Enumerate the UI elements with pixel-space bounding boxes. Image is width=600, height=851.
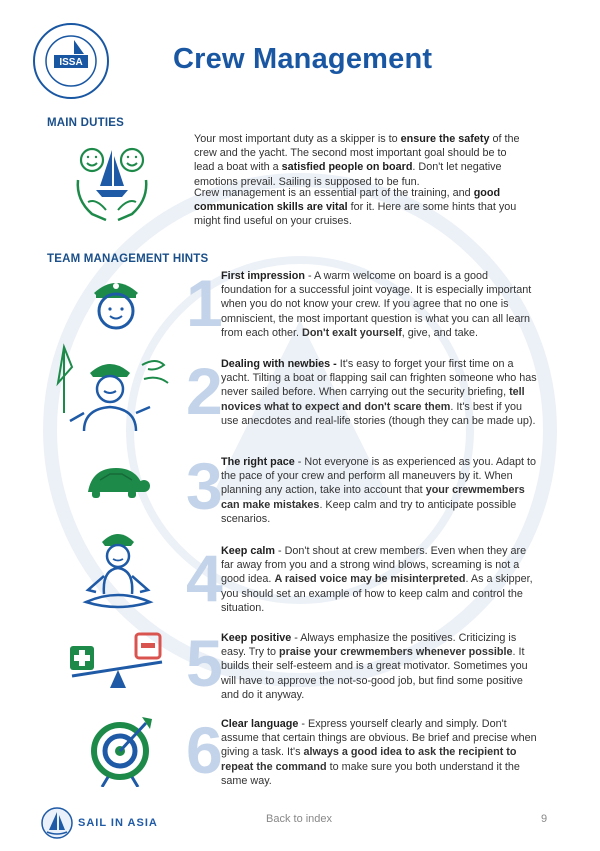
bold-span: good communication skills are vital — [194, 187, 501, 214]
hint-1-text — [221, 269, 541, 340]
hint-number-1: 1 — [186, 266, 223, 340]
hint-lead: The right pace — [221, 456, 295, 468]
text-span: . Keep calm and try to anticipate possible scenarios. — [221, 498, 517, 525]
hint-number-2: 2 — [186, 354, 223, 428]
turtle-icon — [82, 466, 152, 500]
hint-4-text — [221, 544, 541, 615]
hint-number-5: 5 — [186, 626, 223, 700]
text-span: . It's best if you use anecdotes and real-life stories (though they can be made up). — [221, 400, 536, 427]
hint-lead: Keep positive — [221, 632, 292, 644]
text-span: - Express yourself clearly and simply. Don't assume that certain things are obvious. Be brief and precise when giving a task. It's — [221, 718, 537, 759]
hint-lead: Keep calm — [221, 545, 276, 557]
bold-span: ensure the safety — [400, 133, 490, 145]
bold-span: tell novices what to expect and don't scare them — [221, 386, 525, 413]
section-title-main-duties: MAIN DUTIES — [47, 117, 124, 129]
bold-span: satisfied people on board — [281, 161, 413, 174]
text-span: , give, and take. — [401, 326, 479, 339]
hint-number-6: 6 — [186, 713, 223, 787]
text-span: Crew management is an essential part of the training, and — [194, 187, 474, 199]
text-span: Your most important duty as a skipper is to — [194, 133, 401, 145]
bold-span: praise your crewmembers whenever possible — [279, 646, 513, 659]
svg-text:ISSA: ISSA — [59, 57, 83, 68]
text-span: of the crew and the yacht. The second most important goal should be to lead a boat with a — [194, 133, 520, 174]
hint-lead: Clear language — [221, 718, 299, 730]
section-title-team-management-hints: TEAM MANAGEMENT HINTS — [47, 253, 209, 265]
sail-in-asia-logo — [40, 806, 170, 840]
meditating-captain-icon — [76, 528, 160, 612]
text-span: - Don't shout at crew members. Even when they are far away from you and a strong wind blows, screaming is not a good idea. — [221, 545, 527, 586]
bold-span: Don't exalt yourself — [302, 326, 402, 339]
text-span: to make sure you both understand it the same way. — [221, 760, 520, 787]
main-duties-paragraph-2 — [194, 186, 529, 229]
main-duties-paragraph-1 — [194, 132, 529, 189]
text-span: - A warm welcome on board is a good foundation for a successful joint voyage. It is especially important when you do not know your crew. If you agree that no one is omniscient, the most important question is what you can all learn from each other. — [221, 270, 532, 339]
page-number: 9 — [541, 813, 548, 825]
happy-crew-hands-icon — [72, 140, 152, 226]
hint-3-text — [221, 455, 541, 526]
bold-span: your crewmembers can make mistakes — [221, 484, 525, 511]
footer-brand: SAIL IN ASIA — [78, 817, 158, 829]
text-span: . It builds their self-esteem and is a great motivator. Sometimes you will have to approve the not-so-good job, but find some positive and do it anyway. — [221, 646, 528, 701]
hint-number-4: 4 — [186, 541, 223, 615]
text-span: - Not everyone is as experienced as you. Adapt to the pace of your crew and perform all maneuvers by it. When planning any action, take into account that — [221, 456, 537, 497]
text-span: . Don't let negative emotions prevail. Sailing is supposed to be fun. — [194, 161, 502, 188]
text-span: - Always emphasize the positives. Criticizing is easy. Try to — [221, 632, 517, 659]
hint-number-3: 3 — [186, 449, 223, 523]
text-span: It's easy to forget your first time on a yacht. Tilting a boat or flapping sail can frighten someone who has never sailed before. When carrying out the security briefing, — [221, 358, 537, 399]
hint-5-text — [221, 631, 541, 702]
hint-lead: First impression — [221, 270, 305, 282]
bold-span: A raised voice may be misinterpreted — [274, 573, 466, 586]
plus-minus-seesaw-icon — [66, 630, 166, 694]
bold-span: always a good idea to ask the recipient to repeat the command — [221, 746, 517, 773]
issa-logo — [32, 22, 110, 100]
text-span: . As a skipper, you should set an example of how to keep calm and control the situation. — [221, 573, 533, 614]
target-dart-icon — [88, 711, 158, 787]
captain-with-flapping-sail-icon — [54, 343, 174, 433]
hint-2-text — [221, 357, 541, 428]
hint-lead: Dealing with newbies - — [221, 358, 337, 370]
hint-6-text — [221, 717, 541, 788]
captain-face-icon — [84, 273, 148, 331]
page-title: Crew Management — [173, 43, 433, 75]
back-to-index-link[interactable]: Back to index — [266, 813, 333, 825]
text-span: for it. Here are some hints that you might find useful on your cruises. — [194, 201, 517, 228]
